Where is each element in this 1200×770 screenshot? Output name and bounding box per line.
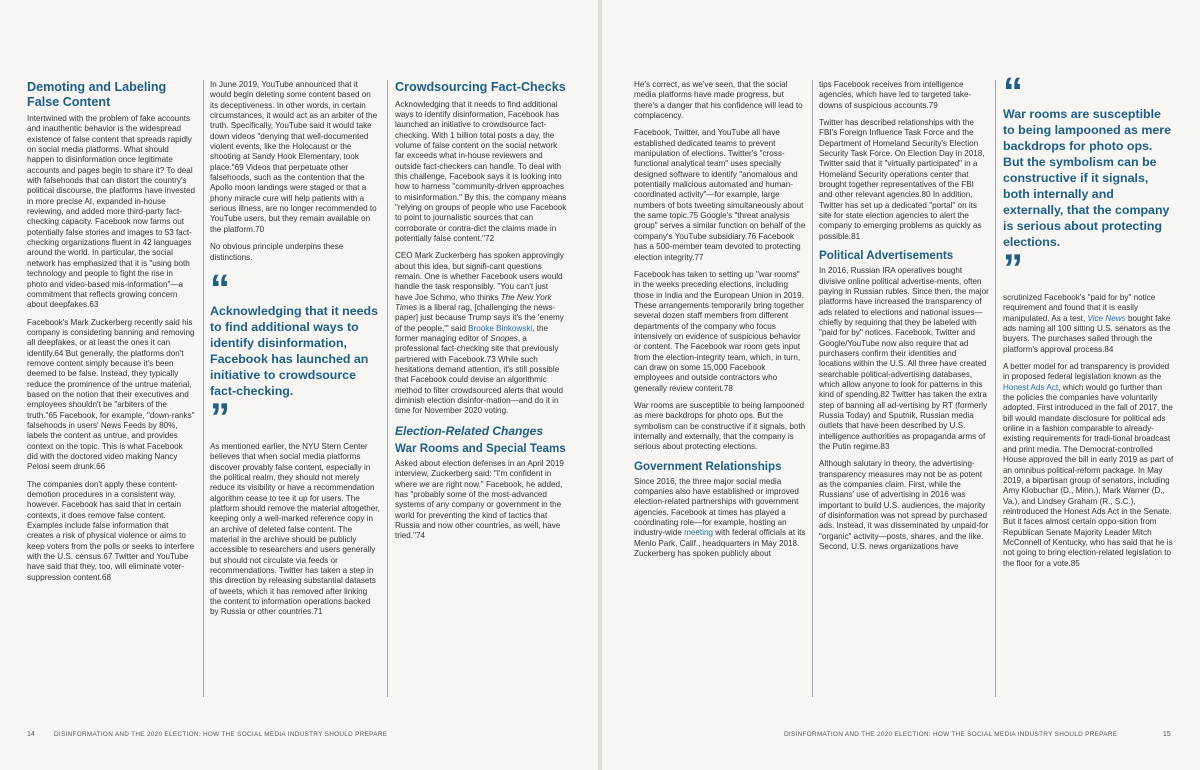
paragraph: He's correct, as we've seen, that the social media platforms have made progress, but there's a danger that his confidence will lead to complacency.	[634, 80, 803, 121]
paragraph: Since 2016, the three major social media companies also have established or improved election-related partnerships with government agencies. Facebook at times has played a coordinating role—for example, hosting an industry-wide meeting with federal officials at its Menlo Park, Calif., headquarters in May 2018. Zuckerberg has spoken publicly about	[634, 476, 806, 559]
left-column-3	[395, 80, 567, 549]
pull-quote-text: War rooms are susceptible to being lampooned as mere backdrops for photo ops. But the symbolism can be constructive if it signals, both internally and externally, that the company is serious about protecting elections.	[1003, 107, 1171, 249]
close-quote-icon: ”	[210, 395, 230, 440]
paragraph: Facebook, Twitter, and YouTube all have established dedicated teams to prevent manipulation of elections. Twitter's "cross-functional analytical team" uses specially designed software to identify "anomalous and potentially malicious automated and human-coordinated activity"—for example, large numbers of bots tweeting simultaneously about the same topic.75 Google's "threat analysis group" serves a similar function on behalf of the company's YouTube subsidiary.76 Facebook has a 500-member team devoted to protecting election integrity.77	[634, 128, 806, 262]
pull-quote	[210, 266, 380, 440]
paragraph: No obvious principle underpins these distinctions.	[210, 242, 344, 262]
paragraph: In June 2019, YouTube announced that it would begin deleting some content based on its deceptiveness. In other words, in certain circumstances, it would act as an arbiter of the truth. Specifically, YouTube said it would take down videos "denying that well-documented violent events, like the Holocaust or the shooting at Sandy Hook Elementary, took place."69 Videos that perpetuate other falsehoods, such as the contention that the Apollo moon landings were staged or that a phony miracle cure will help patients with a serious illness, are no longer recommended to YouTube users, but they remain available on the platform.70	[210, 80, 378, 234]
close-quote-icon: ”	[1003, 247, 1023, 291]
paragraph: War rooms are susceptible to being lampooned as mere backdrops for photo ops. But the symbolism can be constructive if it signals, both internally and externally, that the company is serious about protecting elections.	[634, 400, 806, 452]
brooke-binkowski-link[interactable]: Brooke Binkowski	[468, 323, 533, 333]
paragraph: Facebook has taken to setting up "war rooms" in the weeks preceding elections, including those in India and the European Union in 2019. These arrangements temporarily bring together several dozen staff members from different departments of the company who focus intensively on evidence of suspicious behavior or content. The Facebook war room gets input from the election-integrity team, which, in turn, can draw on some 15,000 Facebook employees and outside contractors who generally review content.78	[634, 269, 804, 393]
vice-news-link[interactable]: Vice News	[1087, 313, 1126, 323]
footer-right: DISINFORMATION AND THE 2020 ELECTION: HOW THE SOCIAL MEDIA INDUSTRY SHOULD PREPARE	[784, 731, 1118, 738]
paragraph: In 2016, Russian IRA operatives bought divisive online political advertise-ments, often paying in Russian rubles. Since then, the major platforms have increased the transparency of ads related to elections and national issues—chiefly by requiring that they be labeled with "paid for by" notices. Facebook, Twitter and Google/YouTube now also require that ad purchasers confirm their identities and locations within the U.S. All three have created searchable political-advertising databases, which allow anyone to look for patterns in this kind of spending.82 Twitter has taken the extra step of banning all ad-vertising by RT (formerly Russia Today) and Sputnik, Russian media outlets that have been described by U.S. intelligence authorities as propaganda arms of the Putin regime.83	[819, 266, 989, 451]
paragraph: As mentioned earlier, the NYU Stern Center believes that when social media platforms discover provably false content, especially in the political realm, they should not merely reduce its visibility or have a recommendation algorithm cease to tee it up for users. The platform should remove the material altogether, keeping only a well-marked reference copy in an archive of deleted false content. The material in the archive should be publicly accessible to researchers and users generally but should not circulate via feeds or recommendations. Twitter has taken a step in this direction by releasing substantial datasets of tweets, which it has removed after linking the content to information operations backed by Russia or other countries.71	[210, 441, 380, 617]
paragraph: tips Facebook receives from intelligence agencies, which have led to targeted take-downs of suspicious accounts.79	[819, 80, 972, 110]
section-heading-demoting: Demoting and Labeling False Content	[27, 80, 167, 109]
paragraph: Asked about election defenses in an April 2019 interview, Zuckerberg said: "I'm confident in where we are right now." Facebook, he added, has "probably some of the most-advanced systems of any company or government in the world for preventing the kind of tactics that Russia and now other countries, as well, have tried."74	[395, 458, 564, 541]
open-quote-icon: “	[1003, 70, 1023, 114]
section-heading-government: Government Relationships	[634, 459, 782, 473]
right-column-2	[819, 80, 989, 559]
footer-left: DISINFORMATION AND THE 2020 ELECTION: HOW THE SOCIAL MEDIA INDUSTRY SHOULD PREPARE	[54, 731, 388, 738]
right-column-1	[634, 80, 806, 566]
paragraph: Facebook's Mark Zuckerberg recently said his company is considering banning and removing all deepfakes, or at least the ones it can identify.64 But generally, the platforms don't remove content simply because it's been deemed to be false. Instead, they typically reduce the prominence of the untrue material, based on the notion that their executives and employees shouldn't be "arbiters of the truth."65 Facebook, for example, "down-ranks" falsehoods in users' News Feeds by 80%, labels the content as untrue, and provides context on the topic. This is what Facebook did with the doctored video making Nancy Pelosi seem drunk.66	[27, 317, 195, 472]
left-column-1	[27, 80, 195, 590]
column-divider	[812, 80, 813, 697]
column-divider	[387, 80, 388, 697]
page-number-left: 14	[27, 731, 35, 738]
page-number-right: 15	[1163, 731, 1171, 738]
open-quote-icon: “	[210, 266, 230, 311]
pull-quote	[1003, 70, 1175, 291]
paragraph: scrutinized Facebook's "paid for by" notice requirement and found that it is easily manipulated. As a test, Vice News bought fake ads naming all 100 sitting U.S. senators as the buyers. The purchases sailed through the platform's approval process.84	[1003, 293, 1171, 354]
honest-ads-act-link[interactable]: Honest Ads Act	[1003, 382, 1059, 392]
column-divider	[995, 80, 996, 697]
meeting-link[interactable]: meeting	[684, 528, 714, 538]
paragraph: A better model for ad transparency is provided in proposed federal legislation known as the Honest Ads Act, which would go further than the policies the companies have voluntarily adopted. First introduced in the fall of 2017, the bill would mandate disclosure for political ads online in a fashion comparable to already-existing requirements for tradi-tional broadcast and print media. The Democrat-controlled House approved the bill in early 2019 as part of an omnibus political-reform package. In May 2019, a bipartisan group of senators, including Amy Klobuchar (D., Minn.), Mark Warner (D., Va.), and Lindsey Graham (R., S.C.), reintroduced the Honest Ads Act in the Senate. But it faces almost certain oppo-sition from Republican Senate Majority Leader Mitch McConnell of Kentucky, who has said that he is not going to bring election-related legislation to the floor for a vote.85	[1003, 362, 1174, 568]
paragraph: Acknowledging that it needs to find additional ways to identify disinformation, Facebook has launched an initiative to crowdsource fact-checking. With 1 billion total posts a day, the volume of false content on the social network far exceeds what in-house reviewers and outside fact-checkers can handle. To deal with this challenge, Facebook says it is looking into how to harness "community-driven approaches to misinformation." By this, the company means "relying on groups of people who use Facebook to point to journalistic sources that can corroborate or contra-dict the claims made in potentially false content."72	[395, 99, 567, 243]
left-column-2	[210, 80, 380, 625]
section-heading-crowdsourcing: Crowdsourcing Fact-Checks	[395, 80, 566, 94]
section-heading-political-ads: Political Advertisements	[819, 249, 954, 263]
section-heading-election-changes: Election-Related Changes	[395, 423, 544, 438]
paragraph: The companies don't apply these content-demotion procedures in a consistent way, however. Facebook has said that in certain contexts, it does remove false content. Examples include false information that creates a risk of physical violence or aims to keep voters from the polls or seeks to interfere with the U.S. census.67 Twitter and YouTube have said that they, too, will eliminate voter-suppression content.68	[27, 479, 195, 582]
paragraph: Twitter has described relationships with the FBI's Foreign Influence Task Force and the Department of Homeland Security's Election Security Task Force. On Election Day in 2018, Twitter said that it "virtually participated" in a Homeland Security operations center that brought together representatives of the FBI and other relevant agencies.80 In addition, Twitter has set up a dedicated "portal" on its site for state election agencies to alert the company to emerging problems as quickly as possible.81	[819, 118, 985, 241]
paragraph: CEO Mark Zuckerberg has spoken approvingly about this idea, but signifi-cant questions remain. One is whether Facebook users would handle the task responsibly. "You can't just have Joe Schmo, who thinks The New York Times is a liberal rag, [challenging the news-paper] just because Trump says it's the 'enemy of the people,'" said Brooke Binkowski, the former managing editor of Snopes, a professional fact-checking site that previously partnered with Facebook.73 While such hesitations demand attention, it's still possible that Facebook could devise an algorithmic method to filter crowdsourced alerts that would diminish election disinfor-mation—and do it in time for November 2020 voting.	[395, 251, 564, 416]
paragraph: Intertwined with the problem of fake accounts and inauthentic behavior is the widespread existence of false content that spreads rapidly on social media platforms. What should happen to disinformation once legitimate accounts and pages begin to share it? To deal with falsehoods that can distort the country's political discourse, the platforms have invested in more precise AI, expanded in-house reviewing, and added more third-party fact-checking capacity. Facebook now farms out potentially false stories and images to 53 fact-checking organizations fluent in 42 languages around the world. In particular, the social network has emphasized that it is "using both technology and people to fight the rise in photo and video-based mis-information"—a commitment that reflects growing concern about deepfakes.63	[27, 114, 196, 310]
subheading-war-rooms: War Rooms and Special Teams	[395, 441, 566, 455]
paragraph: Although salutary in theory, the advertising-transparency measures may not be as potent as the companies claim. First, while the Russians' use of advertising in 2016 was important to build U.S. audiences, the majority of disinformation was not spread by purchased ads. Instead, it was disseminated by unpaid-for "organic" activity—posts, shares, and the like. Second, U.S. news organizations have	[819, 459, 989, 552]
pull-quote-text: Acknowledging that it needs to find additional ways to identify disinformation, Facebook has launched an initiative to crowdsource fact-checking.	[210, 303, 378, 398]
right-column-3	[1003, 70, 1175, 576]
column-divider	[203, 80, 204, 697]
